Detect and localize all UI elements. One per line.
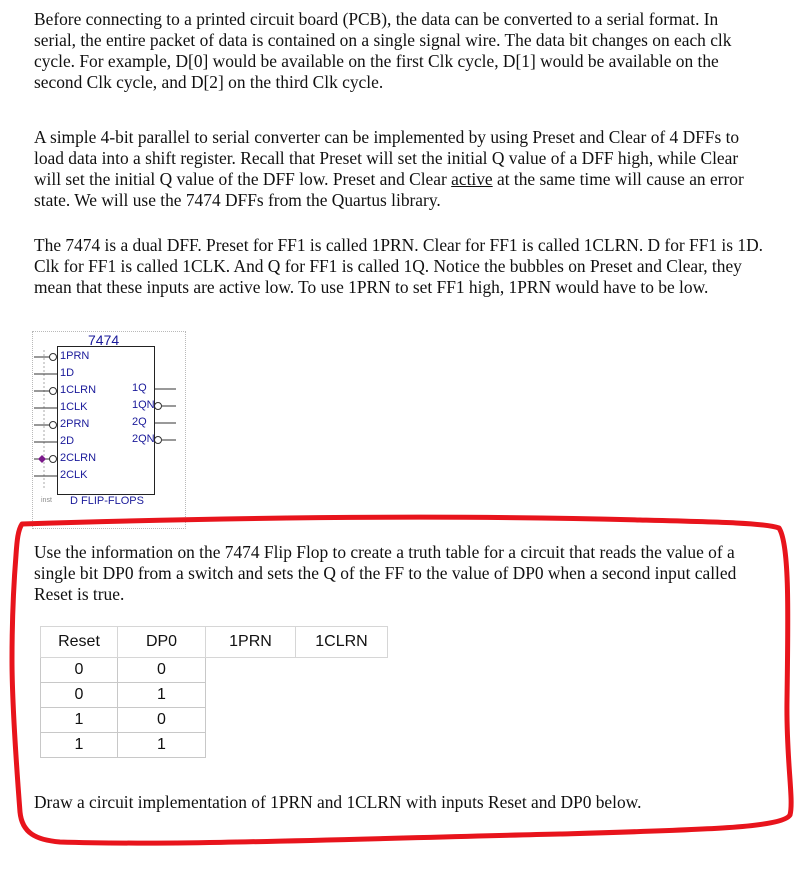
pin-label-1clk: 1CLK xyxy=(60,401,88,413)
truth-table-cell: 1 xyxy=(41,733,118,758)
header-reset: Reset xyxy=(41,627,118,658)
pin-label-1prn: 1PRN xyxy=(60,350,90,362)
pin-label-1q: 1Q xyxy=(132,382,147,394)
chip-footer: D FLIP-FLOPS xyxy=(70,495,144,507)
converter-text-b: at the same time will cause an error state. We will use the 7474 DFFs from the Quartus library. xyxy=(34,169,744,210)
active-link-text: active xyxy=(451,169,493,189)
pin-label-1clrn: 1CLRN xyxy=(60,384,97,396)
truth-table-cell: 1 xyxy=(118,683,206,708)
pin-label-2clk: 2CLK xyxy=(60,469,88,481)
pin-label-1qn: 1QN xyxy=(132,399,155,411)
truth-table-cell: 1 xyxy=(118,733,206,758)
header-dp0: DP0 xyxy=(118,627,206,658)
question-paragraph: Use the information on the 7474 Flip Flop to create a truth table for a circuit that reads the value of a single bit DP0 from a switch and sets the Q of the FF to the value of DP0 when a second input called Reset is true. xyxy=(34,542,737,604)
dff-description-paragraph: The 7474 is a dual DFF. Preset for FF1 is called 1PRN. Clear for FF1 is called 1CLRN. D for FF1 is 1D. Clk for FF1 is called 1CLK. And Q for FF1 is called 1Q. Notice the bubbles on Preset and Clear, they mean that these inputs are active low. To use 1PRN to set FF1 high, 1PRN would have to be low. xyxy=(34,235,763,297)
intro-paragraph: Before connecting to a printed circuit board (PCB), the data can be converted to a serial format. In serial, the entire packet of data is contained on a single signal wire. The data bit changes on each clk cycle. For example, D[0] would be available on the first Clk cycle, D[1] would be available on the second Clk cycle, and D[2] on the third Clk cycle. xyxy=(34,9,732,92)
truth-table-cell: 1 xyxy=(41,708,118,733)
pin-label-2d: 2D xyxy=(60,435,75,447)
truth-table-cell: 0 xyxy=(41,658,118,683)
truth-table-cell: 0 xyxy=(41,683,118,708)
header-1clrn: 1CLRN xyxy=(296,627,388,658)
pin-label-2clrn: 2CLRN xyxy=(60,452,97,464)
pin-label-2q: 2Q xyxy=(132,416,147,428)
converter-text-a: A simple 4-bit parallel to serial converter can be implemented by using Preset and Clear of 4 DFFs to load data into a shift register. Recall that Preset will set the initial Q value of a DFF high, while Clear will set the initial Q value of the DFF low. Preset and Clear xyxy=(34,127,740,189)
truth-table-cell: 0 xyxy=(118,658,206,683)
header-1prn: 1PRN xyxy=(206,627,296,658)
chip-title: 7474 xyxy=(88,332,120,348)
outline-stroke xyxy=(12,517,791,843)
pin-label-2prn: 2PRN xyxy=(60,418,90,430)
pin-label-1d: 1D xyxy=(60,367,75,379)
draw-instruction: Draw a circuit implementation of 1PRN and 1CLRN with inputs Reset and DP0 below. xyxy=(34,792,642,812)
truth-table-cell: 0 xyxy=(118,708,206,733)
pin-label-2qn: 2QN xyxy=(132,433,155,445)
chip-inst-label: inst xyxy=(41,497,52,504)
